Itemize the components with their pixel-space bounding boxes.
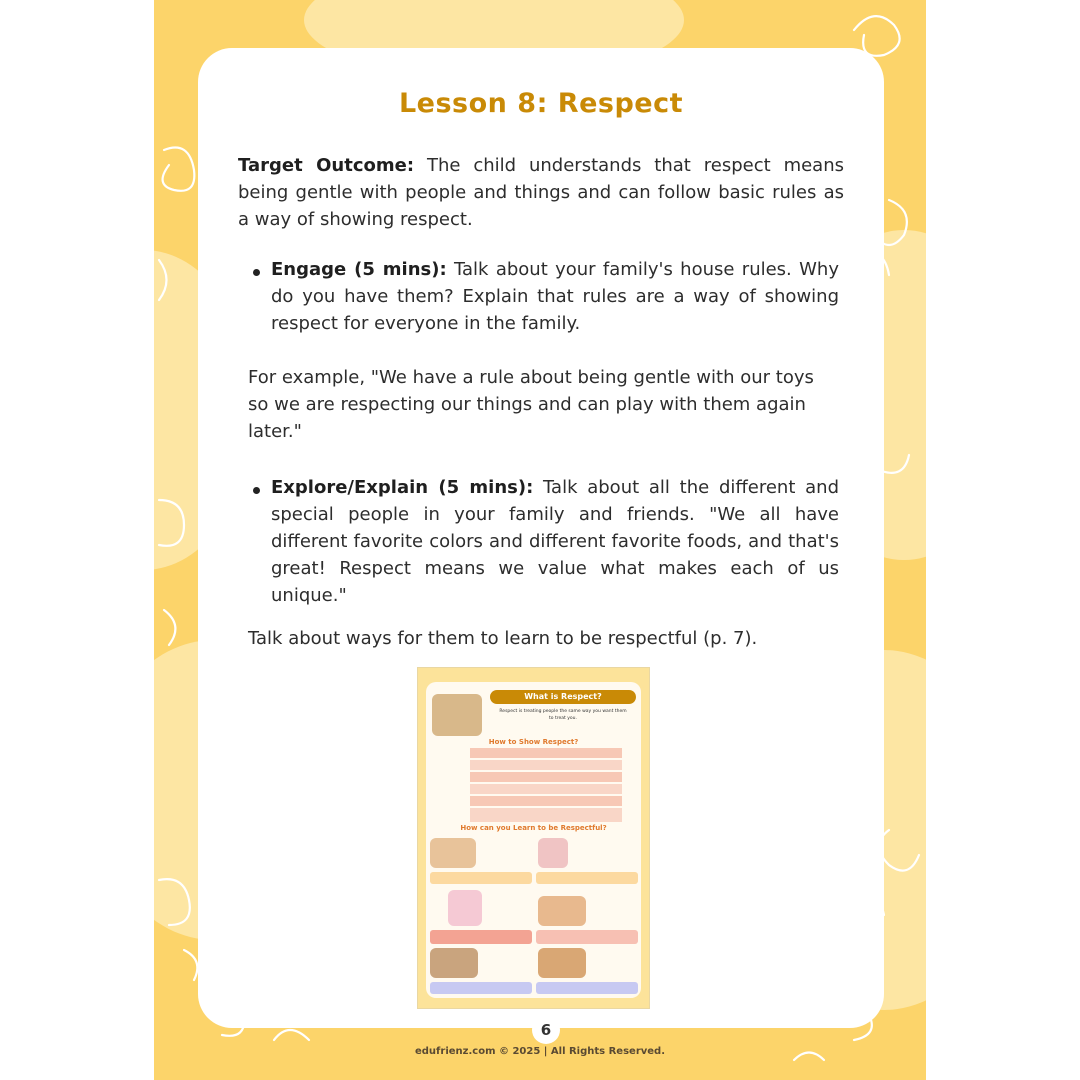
thumbnail-illustration bbox=[430, 948, 478, 978]
thumbnail-row bbox=[536, 872, 638, 884]
footer-copyright: edufrienz.com © 2025 | All Rights Reserved. bbox=[414, 1046, 666, 1057]
thumbnail-row bbox=[470, 784, 622, 794]
thumbnail-row bbox=[430, 982, 532, 994]
explore-label: Explore/Explain (5 mins): bbox=[271, 477, 534, 498]
bullet-dot-icon bbox=[253, 487, 260, 494]
thumbnail-illustration bbox=[432, 694, 482, 736]
thumbnail-how-heading: How to Show Respect? bbox=[488, 738, 579, 746]
thumbnail-inner bbox=[426, 682, 641, 998]
engage-item bbox=[271, 256, 839, 337]
ways-text: Talk about ways for them to learn to be respectful (p. 7). bbox=[248, 628, 758, 649]
lesson-page bbox=[154, 0, 926, 1080]
thumbnail-row bbox=[536, 930, 638, 944]
thumbnail-row bbox=[470, 808, 622, 822]
lesson-title: Lesson 8: Respect bbox=[398, 88, 684, 119]
engage-label: Engage (5 mins): bbox=[271, 259, 447, 280]
content-card bbox=[198, 48, 884, 1028]
page-number: 6 bbox=[532, 1016, 560, 1044]
thumbnail-row bbox=[470, 748, 622, 758]
thumbnail-illustration bbox=[538, 838, 568, 868]
thumbnail-row bbox=[470, 772, 622, 782]
engage-text: Talk about your family's house rules. Why do you have them? Explain that rules are a way of showing respect for everyone in the family. bbox=[271, 259, 839, 334]
bullet-dot-icon bbox=[253, 269, 260, 276]
example-text: For example, "We have a rule about being gentle with our toys so we are respecting our things and can play with them again later." bbox=[248, 367, 814, 442]
explore-item bbox=[271, 474, 839, 609]
thumbnail-row bbox=[430, 930, 532, 944]
thumbnail-row bbox=[536, 982, 638, 994]
thumbnail-learn-heading: How can you Learn to be Respectful? bbox=[460, 824, 607, 832]
thumbnail-illustration bbox=[538, 948, 586, 978]
thumbnail-illustration bbox=[538, 896, 586, 926]
thumbnail-illustration bbox=[430, 838, 476, 868]
thumbnail-row bbox=[470, 760, 622, 770]
page-7-thumbnail bbox=[418, 668, 649, 1008]
target-outcome bbox=[238, 152, 844, 233]
thumbnail-row bbox=[470, 796, 622, 806]
thumbnail-definition: Respect is treating people the same way you want them to treat you. bbox=[499, 709, 627, 721]
target-outcome-text: The child understands that respect means being gentle with people and things and can follow basic rules as a way of showing respect. bbox=[238, 155, 844, 230]
thumbnail-heading: What is Respect? bbox=[490, 690, 636, 704]
explore-text: Talk about all the different and special people in your family and friends. "We all have different favorite colors and different favorite foods, and that's great! Respect means we value what makes each of us unique." bbox=[271, 477, 839, 606]
target-outcome-label: Target Outcome: bbox=[238, 155, 415, 176]
thumbnail-row bbox=[430, 872, 532, 884]
thumbnail-illustration bbox=[448, 890, 482, 926]
